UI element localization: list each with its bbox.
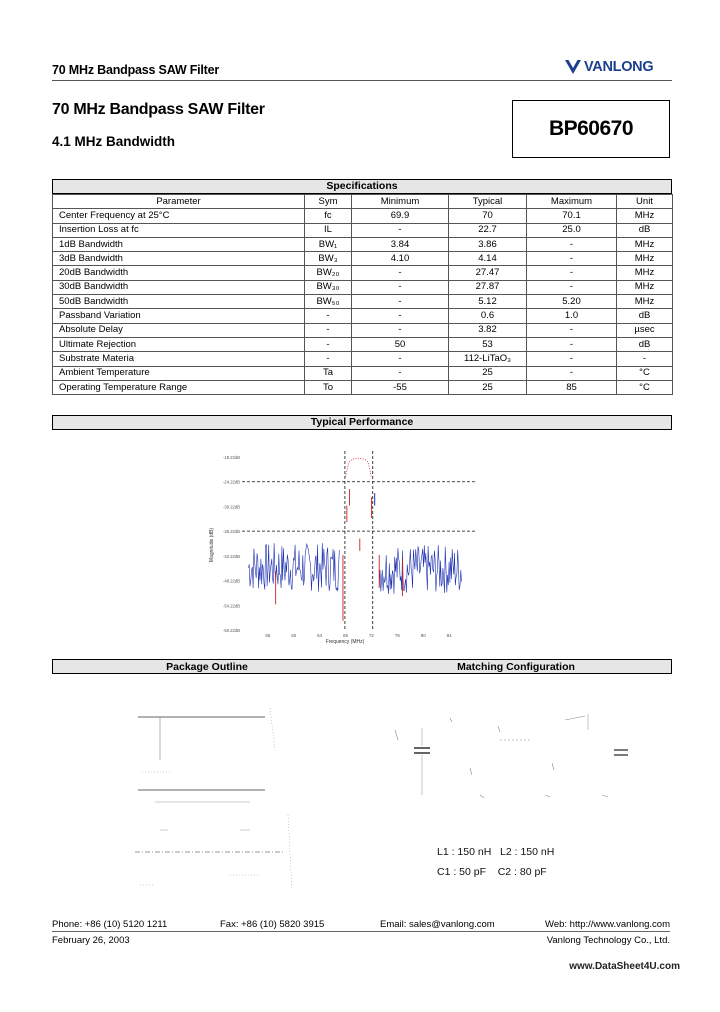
table-cell-typ: 5.12 — [449, 295, 527, 309]
table-cell-param: 3dB Bandwidth — [53, 252, 305, 266]
matching-config-label: Matching Configuration — [457, 661, 575, 673]
table-cell-sym: Ta — [305, 366, 352, 380]
table-cell-sym: - — [305, 352, 352, 366]
table-cell-min: - — [352, 280, 449, 294]
table-cell-max: - — [527, 280, 617, 294]
table-cell-param: Ultimate Rejection — [53, 337, 305, 351]
table-cell-param: Insertion Loss at fc — [53, 223, 305, 237]
table-cell-sym: fc — [305, 209, 352, 223]
table-cell-unit: dB — [617, 337, 673, 351]
brand-logo — [565, 59, 653, 75]
part-number: BP60670 — [548, 117, 634, 140]
table-row — [53, 323, 673, 337]
table-cell-sym: - — [305, 337, 352, 351]
chart-x-label: Frequency (MHz) — [325, 639, 365, 645]
inductor-values: L1 : 150 nH L2 : 150 nH — [437, 846, 555, 858]
table-cell-min: - — [352, 352, 449, 366]
table-cell-unit: MHz — [617, 252, 673, 266]
chart-y-label: Magnitude (dB) — [209, 527, 215, 563]
x-tick-label: 80 — [420, 633, 426, 638]
table-cell-typ: 53 — [449, 337, 527, 351]
footer-company: Vanlong Technology Co., Ltd. — [546, 935, 670, 946]
table-cell-min: 69.9 — [352, 209, 449, 223]
watermark-url: www.DataSheet4U.com — [569, 961, 680, 972]
table-cell-sym: BW₃ — [305, 252, 352, 266]
performance-chart — [200, 445, 490, 650]
table-cell-max: - — [527, 323, 617, 337]
y-tick-label: -42.22dB — [223, 553, 240, 559]
chart-x-ticks — [265, 633, 452, 638]
table-cell-min: 4.10 — [352, 252, 449, 266]
y-tick-label: -54.22dB — [223, 603, 240, 609]
y-tick-label: -18.22dB — [223, 455, 240, 460]
table-cell-min: -55 — [352, 380, 449, 394]
table-cell-sym: To — [305, 380, 352, 394]
table-row — [53, 223, 673, 237]
table-cell-max: 70.1 — [527, 209, 617, 223]
table-row — [53, 209, 673, 223]
package-outline-label: Package Outline — [166, 661, 248, 673]
table-row — [53, 337, 673, 351]
table-cell-min: - — [352, 223, 449, 237]
x-tick-label: 56 — [265, 633, 271, 638]
table-cell-typ: 25 — [449, 380, 527, 394]
table-cell-typ: 3.86 — [449, 237, 527, 251]
y-tick-label: -48.22dB — [223, 578, 240, 584]
table-cell-typ: 25 — [449, 366, 527, 380]
chart-y-ticks — [223, 455, 240, 633]
table-cell-param: Substrate Materia — [53, 352, 305, 366]
table-cell-unit: - — [617, 352, 673, 366]
table-cell-unit: dB — [617, 309, 673, 323]
x-tick-label: 76 — [394, 633, 400, 638]
table-cell-min: - — [352, 366, 449, 380]
column-header: Unit — [617, 195, 673, 209]
table-cell-param: Center Frequency at 25°C — [53, 209, 305, 223]
footer-fax: Fax: +86 (10) 5820 3915 — [220, 919, 325, 930]
table-cell-typ: 70 — [449, 209, 527, 223]
footer-phone: Phone: +86 (10) 5120 1211 — [52, 919, 168, 930]
table-row — [53, 352, 673, 366]
footer-email[interactable]: Email: sales@vanlong.com — [380, 919, 495, 930]
table-cell-sym: BW₁ — [305, 237, 352, 251]
table-cell-sym: - — [305, 309, 352, 323]
table-cell-min: - — [352, 295, 449, 309]
table-row — [53, 380, 673, 394]
chart-gridlines — [242, 451, 475, 630]
specifications-table — [52, 194, 673, 395]
table-cell-unit: dB — [617, 223, 673, 237]
table-header-row — [53, 195, 673, 209]
table-cell-typ: 112-LiTaO₃ — [449, 352, 527, 366]
table-cell-max: 85 — [527, 380, 617, 394]
footer-date: February 26, 2003 — [52, 935, 130, 946]
table-cell-typ: 27.87 — [449, 280, 527, 294]
vanlong-v-icon — [565, 59, 581, 75]
matching-circuit-diagram — [390, 700, 640, 805]
stopband-trace-high — [379, 545, 461, 594]
table-cell-typ: 22.7 — [449, 223, 527, 237]
table-cell-unit: MHz — [617, 237, 673, 251]
table-cell-typ: 27.47 — [449, 266, 527, 280]
table-cell-unit: MHz — [617, 280, 673, 294]
table-cell-unit: MHz — [617, 209, 673, 223]
table-cell-param: Ambient Temperature — [53, 366, 305, 380]
column-header: Sym — [305, 195, 352, 209]
x-tick-label: 72 — [368, 633, 374, 638]
table-cell-param: 30dB Bandwidth — [53, 280, 305, 294]
table-row — [53, 280, 673, 294]
running-header: 70 MHz Bandpass SAW Filter — [52, 63, 220, 77]
table-cell-typ: 3.82 — [449, 323, 527, 337]
chart-series — [249, 458, 462, 621]
table-cell-unit: µsec — [617, 323, 673, 337]
table-cell-typ: 0.6 — [449, 309, 527, 323]
stopband-trace-low — [249, 543, 341, 592]
table-cell-max: 1.0 — [527, 309, 617, 323]
passband-trace — [346, 458, 372, 477]
y-tick-label: -36.22dB — [223, 529, 240, 535]
footer-web[interactable]: Web: http://www.vanlong.com — [545, 919, 670, 930]
table-row — [53, 266, 673, 280]
table-cell-min: 50 — [352, 337, 449, 351]
part-number-box — [512, 100, 670, 158]
y-tick-label: -24.22dB — [223, 479, 240, 485]
table-cell-sym: BW₃₀ — [305, 280, 352, 294]
table-cell-param: Passband Variation — [53, 309, 305, 323]
column-header: Parameter — [53, 195, 305, 209]
table-cell-typ: 4.14 — [449, 252, 527, 266]
table-cell-param: 50dB Bandwidth — [53, 295, 305, 309]
table-cell-max: - — [527, 352, 617, 366]
brand-name: VANLONG — [584, 59, 654, 75]
table-cell-param: Absolute Delay — [53, 323, 305, 337]
table-cell-max: - — [527, 266, 617, 280]
table-cell-max: - — [527, 337, 617, 351]
table-cell-min: - — [352, 323, 449, 337]
table-cell-min: 3.84 — [352, 237, 449, 251]
performance-header: Typical Performance — [52, 415, 672, 430]
table-row — [53, 366, 673, 380]
page-title: 70 MHz Bandpass SAW Filter — [52, 101, 265, 118]
table-cell-param: 1dB Bandwidth — [53, 237, 305, 251]
table-cell-sym: BW₂₀ — [305, 266, 352, 280]
table-row — [53, 295, 673, 309]
x-tick-label: 64 — [317, 633, 323, 638]
y-tick-label: -30.22dB — [223, 504, 240, 510]
table-cell-min: - — [352, 266, 449, 280]
table-row — [53, 252, 673, 266]
x-tick-label: 84 — [446, 633, 452, 638]
y-tick-label: -60.22dB — [223, 628, 240, 633]
table-cell-min: - — [352, 309, 449, 323]
specifications-header: Specifications — [52, 179, 672, 194]
footer-rule — [52, 931, 670, 932]
table-cell-unit: MHz — [617, 295, 673, 309]
column-header: Minimum — [352, 195, 449, 209]
table-cell-unit: MHz — [617, 266, 673, 280]
table-cell-max: - — [527, 366, 617, 380]
table-cell-unit: °C — [617, 380, 673, 394]
table-cell-sym: - — [305, 323, 352, 337]
page-subtitle: 4.1 MHz Bandwidth — [52, 134, 176, 149]
x-tick-label: 68 — [343, 633, 349, 638]
table-cell-unit: °C — [617, 366, 673, 380]
table-cell-sym: IL — [305, 223, 352, 237]
table-cell-max: - — [527, 252, 617, 266]
table-cell-sym: BW₅₀ — [305, 295, 352, 309]
x-tick-label: 60 — [291, 633, 297, 638]
column-header: Maximum — [527, 195, 617, 209]
table-row — [53, 309, 673, 323]
table-cell-max: 25.0 — [527, 223, 617, 237]
table-cell-param: 20dB Bandwidth — [53, 266, 305, 280]
table-cell-max: 5.20 — [527, 295, 617, 309]
header-rule — [52, 80, 672, 81]
table-cell-param: Operating Temperature Range — [53, 380, 305, 394]
capacitor-values: C1 : 50 pF C2 : 80 pF — [437, 866, 547, 878]
package-outline-drawing — [120, 680, 310, 900]
table-cell-max: - — [527, 237, 617, 251]
column-header: Typical — [449, 195, 527, 209]
table-row — [53, 237, 673, 251]
